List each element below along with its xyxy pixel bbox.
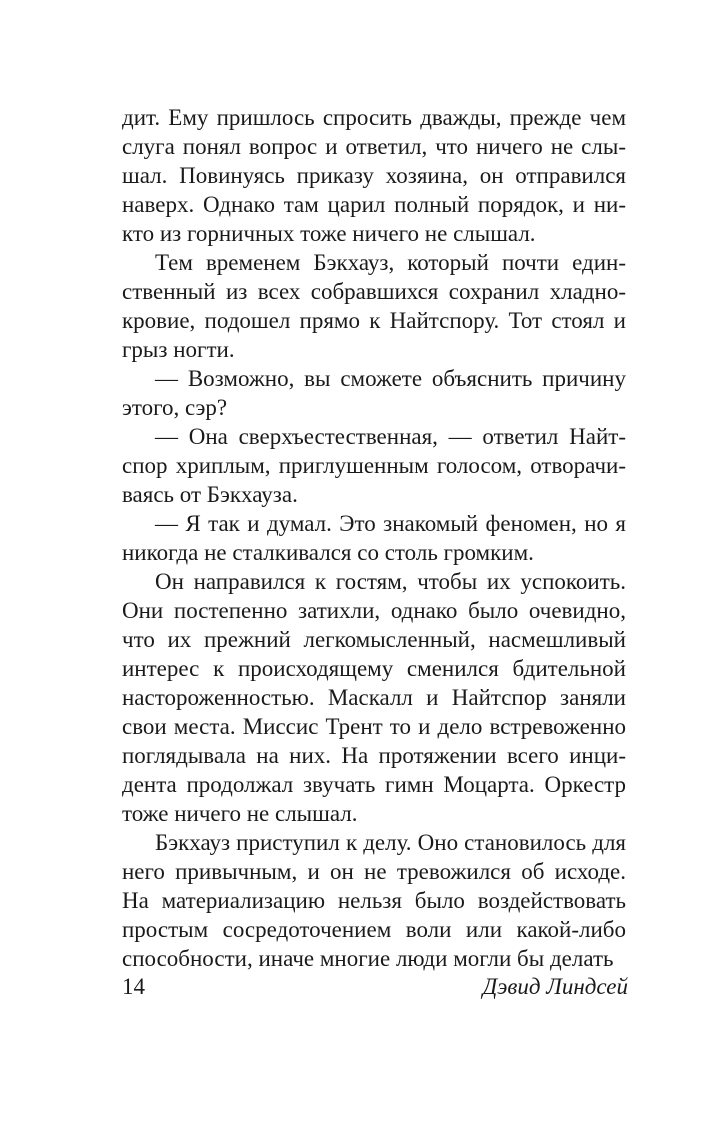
running-footer-author: Дэвид Линдсей xyxy=(482,974,628,999)
dialogue-line: — Возможно, вы сможете объяснить причину этого, сэр? xyxy=(122,366,626,420)
paragraph: Тем временем Бэкхауз, который почти единственный из всех собравшихся сохранил хладнокровие, подошел прямо к Найтспору. Тот стоял и грыз ногти. xyxy=(122,250,626,362)
paragraph: Бэкхауз приступил к делу. Оно становилось для него привычным, и он не тревожился об исходе. На материализацию нельзя было воздействовать простым сосредоточением воли или какой-либо способности, иначе многие люди могли бы делать xyxy=(122,830,626,971)
paragraph: Он направился к гостям, чтобы их успокоить. Они постепенно затихли, однако было очевидно, что их прежний легкомысленный, насмешливый интерес к происходящему сменился бдительной настороженностью. Маскалл и Найтспор заняли свои места. Миссис Трент то и дело встревоженно поглядывала на них. На протяжении всего инцидента продолжал звучать гимн Моцарта. Оркестр тоже ничего не слышал. xyxy=(122,569,626,826)
page-body xyxy=(122,103,626,973)
dialogue-line: — Я так и думал. Это знакомый феномен, но я никогда не сталкивался со столь громким. xyxy=(122,511,626,565)
main-text xyxy=(122,103,626,973)
dialogue-line: — Она сверхъестественная, — ответил Найтспор хриплым, приглушенным голосом, отворачиваясь от Бэкхауза. xyxy=(122,424,626,507)
page-footer xyxy=(122,972,628,1002)
paragraph: дит. Ему пришлось спросить дважды, прежде чем слуга понял вопрос и ответил, что ничего не слышал. Повинуясь приказу хозяина, он отправился наверх. Однако там царил полный порядок, и никто из горничных тоже ничего не слышал. xyxy=(122,105,626,246)
page-number: 14 xyxy=(122,974,145,999)
